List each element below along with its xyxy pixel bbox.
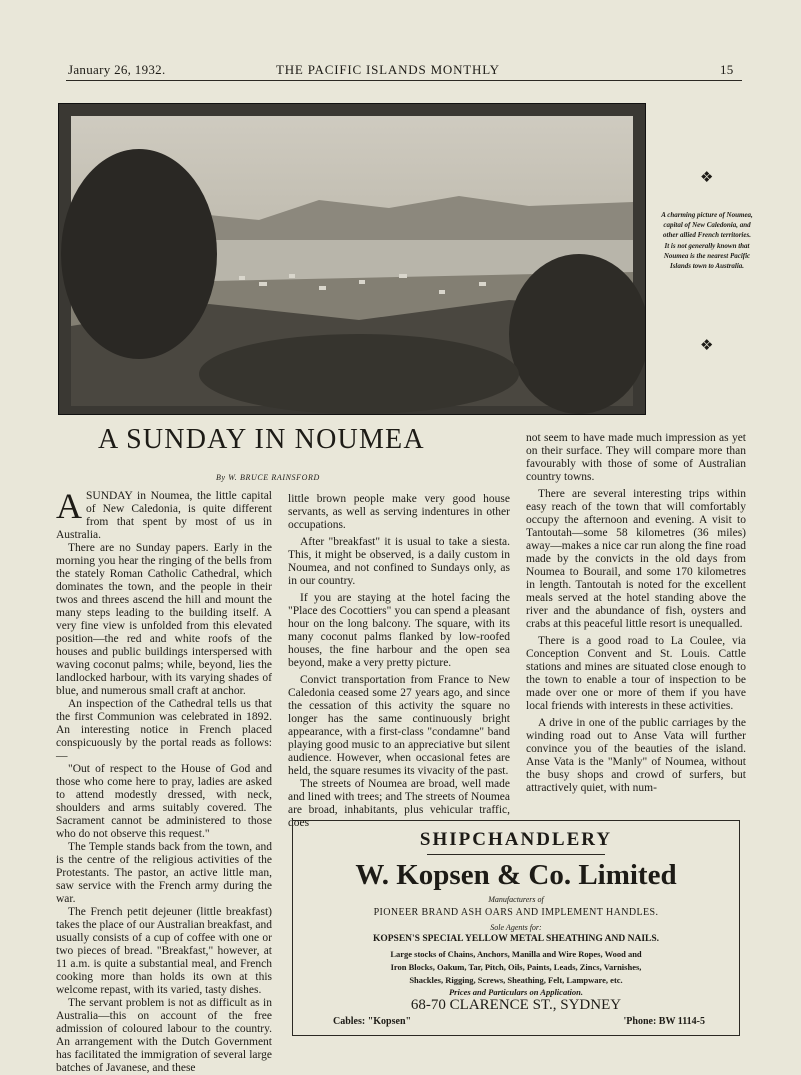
company-name: W. Kopsen & Co. Limited xyxy=(355,859,677,891)
paragraph: Convict transportation from France to New Caledonia ceased some 27 years ago, and since the cessation of this activity the square no longer has the same continuously bright appearance, with a first-class "condamne" band playing good music to an appreciative but silent audience. However, when occasional fetes are held, the square resumes its vivacity of the past. xyxy=(288,674,510,777)
paragraph: little brown people make very good house servants, as well as serving indentures in other occupations. xyxy=(288,493,510,531)
photo-caption: A charming picture of Noumea, capital of New Caledonia, and other allied French territories. It is not generally known that Noumea is the nearest Pacific Islands town to Australia. xyxy=(661,211,753,271)
header-rule xyxy=(66,80,742,81)
agency-line: KOPSEN'S SPECIAL YELLOW METAL SHEATHING AND NAILS. xyxy=(372,934,660,944)
stock-line: Iron Blocks, Oakum, Tar, Pitch, Oils, Paints, Leads, Zincs, Varnishes, xyxy=(390,962,642,972)
paragraph: There is a good road to La Coulee, via Conception Convent and St. Louis. Cattle stations and mines are situated close enough to the town to enable a tour of inspection to be made over one or more of them if you have local friends with interests in these activities. xyxy=(526,635,746,712)
paragraph: If you are staying at the hotel facing the "Place des Cocottiers" you can spend a pleasant hour on the long balcony. The square, with its many coconut palms flanked by low-roofed houses, the fine harbour and the open sea beyond, make a very pretty picture. xyxy=(288,592,510,669)
paragraph: There are no Sunday papers. Early in the morning you hear the ringing of the bells from the stately Roman Catholic Cathedral, which dominates the town, and the people in their twos and threes ascend the hill and mount the many steps leading to the building itself. A very fine view is unfolded from this elevated position—the red and white roofs of the houses and public buildings interspersed with waving coconut palms; while, beyond, lies the landlocked harbour, with its varying shades of blue, and numerous small craft at anchor. xyxy=(56,542,272,697)
stock-line: Shackles, Rigging, Screws, Sheathing, Felt, Lampware, etc. xyxy=(409,975,623,985)
ornament-bottom: ❖ xyxy=(700,336,714,354)
publication-title: THE PACIFIC ISLANDS MONTHLY xyxy=(276,62,500,77)
ornament-top: ❖ xyxy=(700,168,714,186)
drop-cap: A xyxy=(56,486,82,526)
ad-heading: SHIPCHANDLERY xyxy=(419,829,613,850)
agents-label: Sole Agents for: xyxy=(490,923,542,932)
paragraph: A drive in one of the public carriages by the winding road out to Anse Vata will further convince you of the beauties of the island. Anse Vata is the "Manly" of Noumea, without the busy shops and crowd of surfers, but attractively quiet, with num- xyxy=(526,717,746,794)
noumea-photo xyxy=(58,103,646,415)
address-line: 68-70 CLARENCE ST., SYDNEY xyxy=(410,997,622,1013)
page-number: 15 xyxy=(720,62,734,77)
prices-line: Prices and Particulars on Application. xyxy=(448,987,584,997)
paragraph: An inspection of the Cathedral tells us that the first Communion was celebrated in 1892. An interesting notice in French placed conspicuously by the portal reads as follows:— xyxy=(56,698,272,762)
article-column-3 xyxy=(526,432,746,795)
ad-heading-rule xyxy=(293,854,739,855)
issue-date: January 26, 1932. xyxy=(68,62,166,77)
manufacturers-label: Manufacturers of xyxy=(488,895,544,904)
article-title: A SUNDAY IN NOUMEA xyxy=(98,424,425,455)
article-column-1 xyxy=(56,486,272,1075)
paragraph: The French petit dejeuner (little breakfast) takes the place of our Australian breakfast, and usually consists of a cup of coffee with one or two pieces of bread. "Breakfast," however, at 11 a.m. is quite a substantial meal, and French cooking more than holds its own at this welcome repast, with its varied, tasty dishes. xyxy=(56,906,272,996)
article-column-2 xyxy=(288,493,510,830)
lead-text: SUNDAY in Noumea, the little capital of New Caledonia, is quite different from that spent by most of us in Australia. xyxy=(56,490,272,541)
paragraph: The servant problem is not as difficult as in Australia—this on account of the free admission of coloured labour to the country. An arrangement with the Dutch Government has facilitated the immigration of several large batches of Javanese, and these xyxy=(56,997,272,1074)
paragraph: The streets of Noumea are broad, well made and lined with trees; and The streets of Noumea are broad, inhabitants, plus vehicular traffic, does xyxy=(288,778,510,829)
cables-line: Cables: "Kopsen" xyxy=(333,1016,412,1027)
paragraph: The Temple stands back from the town, and is the centre of the religious activities of the Protestants. The pastor, an active little man, saw service with the French army during the war. xyxy=(56,841,272,905)
paragraph xyxy=(56,486,272,542)
paragraph: After "breakfast" it is usual to take a siesta. This, it might be observed, is a daily custom in Noumea, and not confined to Sundays only, as in our country. xyxy=(288,536,510,587)
harbour-illustration xyxy=(59,104,645,414)
paragraph: "Out of respect to the House of God and those who come here to pray, ladies are asked to attend modestly dressed, with neck, shoulders and arms suitably covered. The Sacrament cannot be administered to those who do not observe this request." xyxy=(56,763,272,840)
paragraph: There are several interesting trips within easy reach of the town that will comfortably occupy the afternoon and evening. A visit to Tantoutah—some 58 kilometres (36 miles) away—makes a nice car run along the fine road made by the convicts in the old days from Noumea to Bourail, and some 170 kilometres in length. Tantoutah is noted for the excellent meals served at the hotel standing above the river and the abundance of fish, oysters and crabs at this peaceful little resort is unequalled. xyxy=(526,488,746,630)
manufactures-line: PIONEER BRAND ASH OARS AND IMPLEMENT HANDLES. xyxy=(373,907,659,918)
byline: By W. BRUCE RAINSFORD xyxy=(216,473,320,482)
stock-line: Large stocks of Chains, Anchors, Manilla and Wire Ropes, Wood and xyxy=(390,949,642,959)
paragraph: not seem to have made much impression as yet on their surface. They will compare more than favourably with those of some of Australian country towns. xyxy=(526,432,746,483)
phone-line: 'Phone: BW 1114-5 xyxy=(623,1016,705,1027)
advertisement-box xyxy=(292,820,740,1036)
